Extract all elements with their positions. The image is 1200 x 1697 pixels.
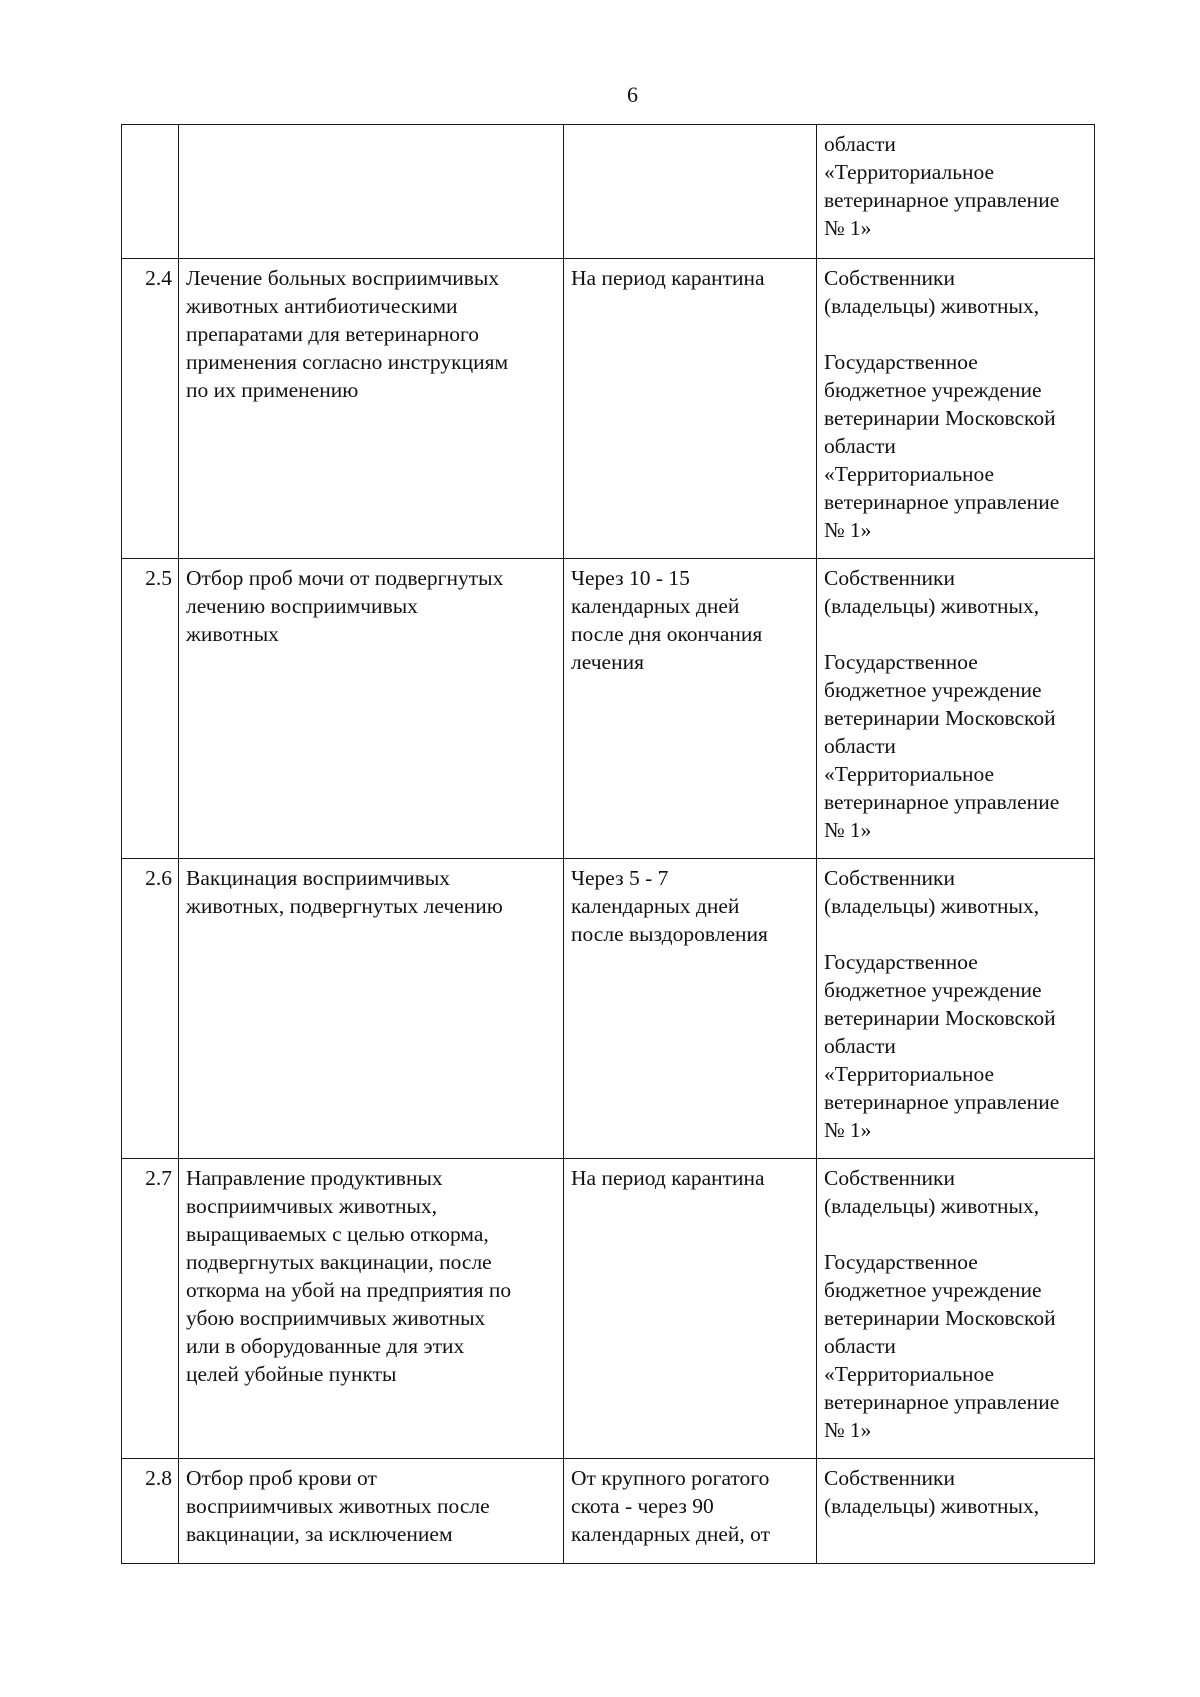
measure-text-line: убою восприимчивых животных: [186, 1306, 486, 1330]
period-text-line: Через 5 - 7: [571, 866, 669, 890]
period-text-line: календарных дней: [571, 594, 740, 618]
responsible-text-line: (владельцы) животных,: [824, 594, 1040, 618]
table-row: [122, 125, 1095, 259]
item-number-cell: 2.7: [122, 1159, 179, 1459]
responsible-text-line: (владельцы) животных,: [824, 1194, 1040, 1218]
period-text-line: На период карантина: [571, 266, 765, 290]
measure-text-line: вакцинации, за исключением: [186, 1522, 453, 1546]
responsible-text-line: ветеринарное управление: [824, 490, 1060, 514]
responsible-text-line: области: [824, 132, 896, 156]
period-text-line: скота - через 90: [571, 1494, 714, 1518]
measure-cell: [179, 259, 564, 559]
responsible-text-line: ветеринарное управление: [824, 1390, 1060, 1414]
responsible-text-line: бюджетное учреждение: [824, 678, 1042, 702]
page-number: 6: [627, 82, 638, 107]
responsible-text-line: Собственники: [824, 1466, 956, 1490]
responsible-text-line: «Территориальное: [824, 462, 995, 486]
responsible-cell: [817, 1459, 1095, 1564]
measure-text-line: Лечение больных восприимчивых: [186, 266, 500, 290]
responsible-text-line: ветеринарии Московской: [824, 706, 1056, 730]
responsible-text-line: ветеринарии Московской: [824, 1006, 1056, 1030]
period-cell: [564, 259, 817, 559]
table-row: [122, 259, 1095, 559]
responsible-cell: [817, 559, 1095, 859]
period-text-line: календарных дней: [571, 894, 740, 918]
responsible-text-line: бюджетное учреждение: [824, 978, 1042, 1002]
responsible-text-line: № 1»: [824, 518, 872, 542]
responsible-text-line: ветеринарии Московской: [824, 406, 1056, 430]
responsible-text-line: Собственники: [824, 266, 956, 290]
measure-text-line: по их применению: [186, 378, 359, 402]
period-cell: [564, 1159, 817, 1459]
period-text-line: лечения: [571, 650, 644, 674]
measure-cell: [179, 859, 564, 1159]
responsible-cell: [817, 1159, 1095, 1459]
responsible-text-line: «Территориальное: [824, 1362, 995, 1386]
responsible-cell: [817, 259, 1095, 559]
period-text-line: после дня окончания: [571, 622, 763, 646]
responsible-cell: [817, 859, 1095, 1159]
responsible-text-line: № 1»: [824, 1418, 872, 1442]
item-number-cell: 2.6: [122, 859, 179, 1159]
responsible-text-line: № 1»: [824, 1118, 872, 1142]
responsible-text-line: ветеринарное управление: [824, 1090, 1060, 1114]
responsible-text-line: Собственники: [824, 566, 956, 590]
period-text-line: От крупного рогатого: [571, 1466, 770, 1490]
measure-cell: [179, 125, 564, 259]
responsible-text-line: «Территориальное: [824, 762, 995, 786]
measure-text-line: препаратами для ветеринарного: [186, 322, 480, 346]
measure-text-line: животных: [186, 622, 279, 646]
responsible-text-line: Государственное: [824, 950, 978, 974]
responsible-text-line: № 1»: [824, 216, 872, 240]
responsible-text-line: Государственное: [824, 350, 978, 374]
item-number-cell: 2.5: [122, 559, 179, 859]
paragraph-gap: [824, 1220, 1088, 1248]
paragraph-gap: [824, 620, 1088, 648]
measure-text-line: Отбор проб крови от: [186, 1466, 377, 1490]
measure-text-line: применения согласно инструкциям: [186, 350, 509, 374]
responsible-text-line: бюджетное учреждение: [824, 1278, 1042, 1302]
responsible-text-line: области: [824, 434, 896, 458]
period-cell: [564, 559, 817, 859]
responsible-cell: [817, 125, 1095, 259]
measure-cell: [179, 559, 564, 859]
responsible-text-line: ветеринарное управление: [824, 188, 1060, 212]
measure-text-line: выращиваемых с целью откорма,: [186, 1222, 489, 1246]
period-cell: [564, 859, 817, 1159]
responsible-text-line: «Территориальное: [824, 160, 995, 184]
table-row: [122, 559, 1095, 859]
measure-text-line: лечению восприимчивых: [186, 594, 418, 618]
period-text-line: Через 10 - 15: [571, 566, 690, 590]
item-number-cell: 2.8: [122, 1459, 179, 1564]
period-text-line: после выздоровления: [571, 922, 768, 946]
responsible-text-line: Собственники: [824, 866, 956, 890]
responsible-text-line: области: [824, 1334, 896, 1358]
measure-text-line: восприимчивых животных,: [186, 1194, 438, 1218]
measure-cell: [179, 1459, 564, 1564]
measure-text-line: или в оборудованные для этих: [186, 1334, 465, 1358]
item-number-cell: 2.4: [122, 259, 179, 559]
measure-text-line: животных антибиотическими: [186, 294, 458, 318]
measure-cell: [179, 1159, 564, 1459]
measure-text-line: животных, подвергнутых лечению: [186, 894, 503, 918]
measures-table-body: [122, 125, 1095, 1564]
measure-text-line: подвергнутых вакцинации, после: [186, 1250, 492, 1274]
paragraph-gap: [824, 320, 1088, 348]
responsible-text-line: бюджетное учреждение: [824, 378, 1042, 402]
responsible-text-line: № 1»: [824, 818, 872, 842]
period-cell: [564, 1459, 817, 1564]
responsible-text-line: (владельцы) животных,: [824, 294, 1040, 318]
measure-text-line: целей убойные пункты: [186, 1362, 397, 1386]
item-number-cell: [122, 125, 179, 259]
responsible-text-line: Государственное: [824, 1250, 978, 1274]
measure-text-line: Отбор проб мочи от подвергнутых: [186, 566, 504, 590]
responsible-text-line: «Территориальное: [824, 1062, 995, 1086]
table-row: [122, 859, 1095, 1159]
table-row: [122, 1459, 1095, 1564]
measure-text-line: откорма на убой на предприятия по: [186, 1278, 512, 1302]
table-row: [122, 1159, 1095, 1459]
responsible-text-line: ветеринарии Московской: [824, 1306, 1056, 1330]
paragraph-gap: [824, 920, 1088, 948]
measures-table: [121, 124, 1095, 1564]
responsible-text-line: Собственники: [824, 1166, 956, 1190]
period-text-line: На период карантина: [571, 1166, 765, 1190]
measure-text-line: Вакцинация восприимчивых: [186, 866, 451, 890]
measure-text-line: восприимчивых животных после: [186, 1494, 490, 1518]
responsible-text-line: области: [824, 1034, 896, 1058]
period-text-line: календарных дней, от: [571, 1522, 771, 1546]
measure-text-line: Направление продуктивных: [186, 1166, 443, 1190]
period-cell: [564, 125, 817, 259]
responsible-text-line: ветеринарное управление: [824, 790, 1060, 814]
responsible-text-line: (владельцы) животных,: [824, 894, 1040, 918]
responsible-text-line: Государственное: [824, 650, 978, 674]
responsible-text-line: области: [824, 734, 896, 758]
responsible-text-line: (владельцы) животных,: [824, 1494, 1040, 1518]
